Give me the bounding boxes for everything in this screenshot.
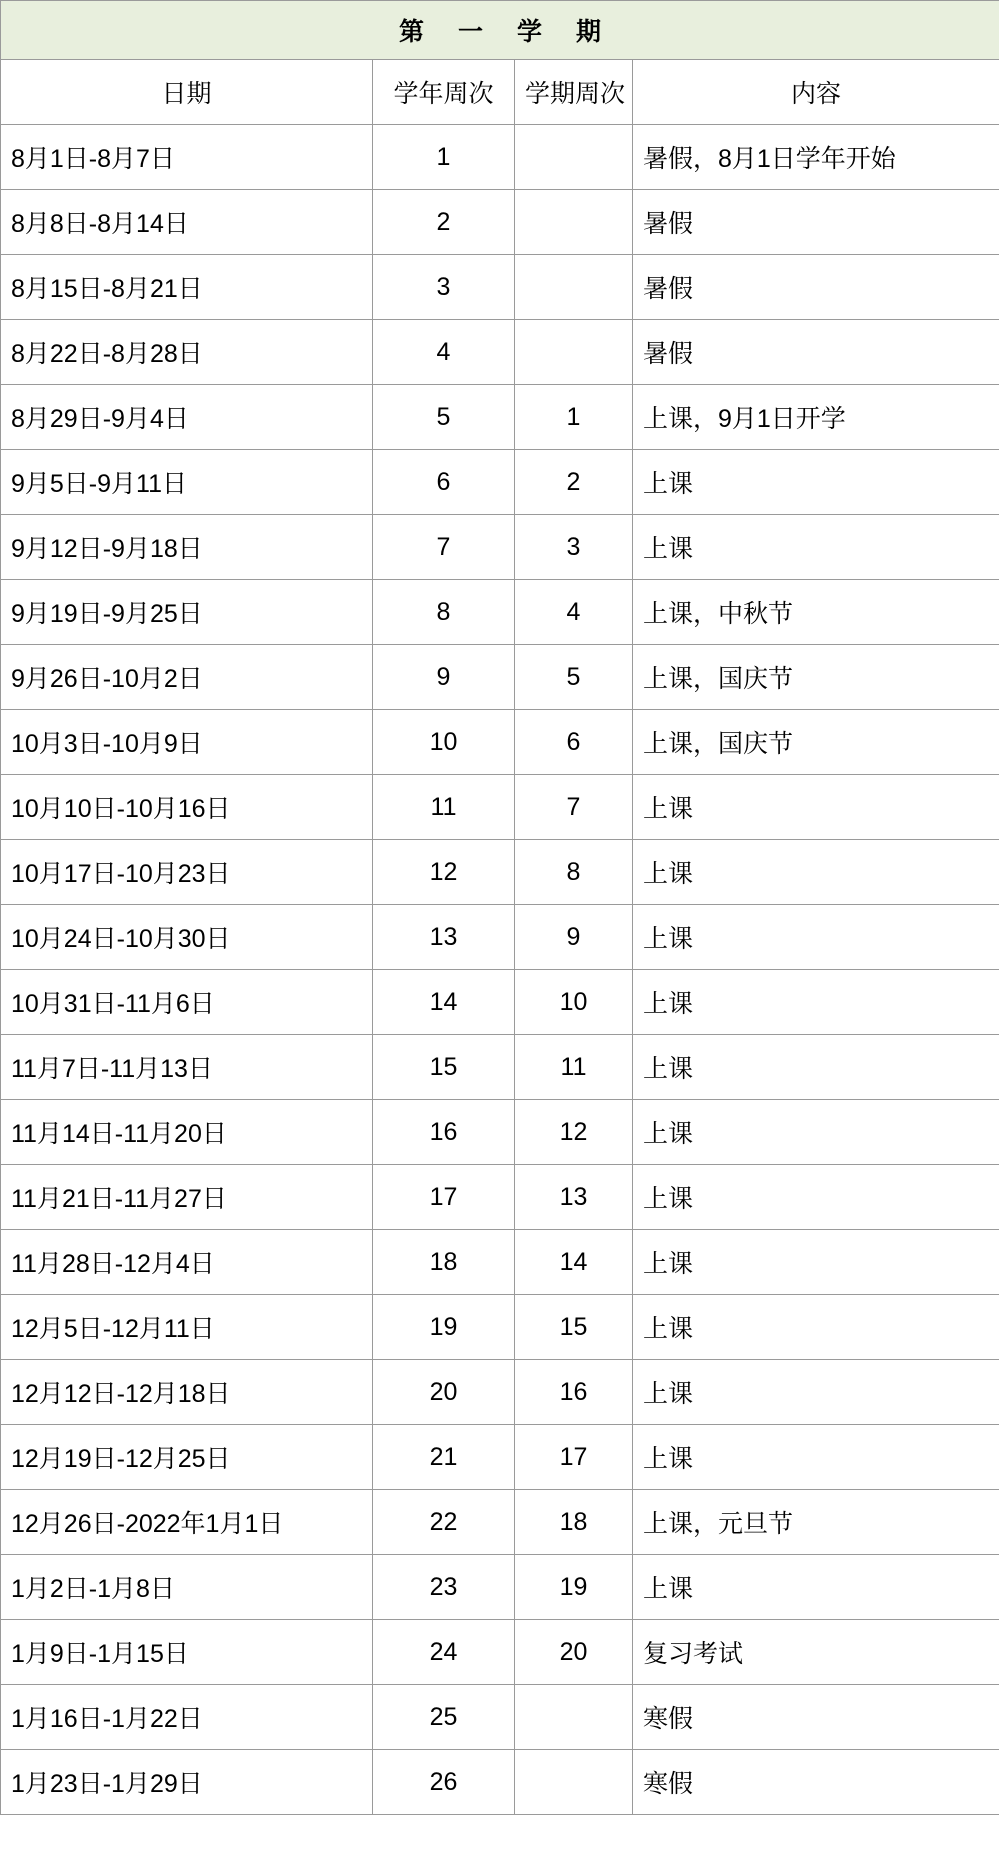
cell-term-week (515, 190, 633, 255)
cell-date: 12月12日-12月18日 (1, 1360, 373, 1425)
column-header-academic-week: 学年周次 (373, 60, 515, 125)
cell-academic-week: 15 (373, 1035, 515, 1100)
table-row (1, 1490, 999, 1555)
cell-content: 上课 (633, 450, 999, 515)
column-header-content: 内容 (633, 60, 999, 125)
cell-academic-week: 1 (373, 125, 515, 190)
table-row (1, 385, 999, 450)
table-row (1, 905, 999, 970)
table-row (1, 1360, 999, 1425)
cell-date: 9月12日-9月18日 (1, 515, 373, 580)
column-header-date: 日期 (1, 60, 373, 125)
cell-content: 暑假 (633, 190, 999, 255)
cell-term-week: 6 (515, 710, 633, 775)
cell-content: 上课，9月1日开学 (633, 385, 999, 450)
table-row (1, 450, 999, 515)
cell-academic-week: 2 (373, 190, 515, 255)
cell-term-week (515, 320, 633, 385)
cell-term-week: 9 (515, 905, 633, 970)
cell-content: 上课，国庆节 (633, 645, 999, 710)
cell-date: 11月14日-11月20日 (1, 1100, 373, 1165)
cell-academic-week: 11 (373, 775, 515, 840)
cell-academic-week: 16 (373, 1100, 515, 1165)
cell-academic-week: 24 (373, 1620, 515, 1685)
cell-date: 10月10日-10月16日 (1, 775, 373, 840)
cell-content: 上课 (633, 905, 999, 970)
cell-content: 上课 (633, 1035, 999, 1100)
cell-date: 10月24日-10月30日 (1, 905, 373, 970)
cell-academic-week: 9 (373, 645, 515, 710)
cell-term-week: 10 (515, 970, 633, 1035)
cell-term-week: 18 (515, 1490, 633, 1555)
table-row (1, 1295, 999, 1360)
table-row (1, 190, 999, 255)
cell-date: 8月8日-8月14日 (1, 190, 373, 255)
cell-date: 9月26日-10月2日 (1, 645, 373, 710)
cell-term-week: 5 (515, 645, 633, 710)
table-row (1, 320, 999, 385)
table-row (1, 645, 999, 710)
cell-content: 上课 (633, 1230, 999, 1295)
cell-term-week: 3 (515, 515, 633, 580)
cell-term-week: 14 (515, 1230, 633, 1295)
cell-academic-week: 19 (373, 1295, 515, 1360)
cell-academic-week: 3 (373, 255, 515, 320)
cell-date: 12月19日-12月25日 (1, 1425, 373, 1490)
cell-content: 上课 (633, 840, 999, 905)
table-row (1, 1165, 999, 1230)
cell-term-week: 19 (515, 1555, 633, 1620)
table-row (1, 1230, 999, 1295)
cell-content: 上课，元旦节 (633, 1490, 999, 1555)
cell-academic-week: 6 (373, 450, 515, 515)
cell-date: 10月17日-10月23日 (1, 840, 373, 905)
cell-term-week: 7 (515, 775, 633, 840)
column-header-term-week: 学期周次 (515, 60, 633, 125)
cell-content: 上课 (633, 515, 999, 580)
cell-academic-week: 22 (373, 1490, 515, 1555)
table-row (1, 515, 999, 580)
cell-content: 暑假 (633, 320, 999, 385)
cell-term-week (515, 1750, 633, 1815)
cell-date: 10月31日-11月6日 (1, 970, 373, 1035)
cell-term-week: 16 (515, 1360, 633, 1425)
cell-content: 上课，中秋节 (633, 580, 999, 645)
cell-academic-week: 18 (373, 1230, 515, 1295)
table-row (1, 1750, 999, 1815)
cell-date: 1月23日-1月29日 (1, 1750, 373, 1815)
cell-term-week: 8 (515, 840, 633, 905)
cell-term-week: 15 (515, 1295, 633, 1360)
cell-term-week: 4 (515, 580, 633, 645)
cell-academic-week: 25 (373, 1685, 515, 1750)
table-row (1, 1425, 999, 1490)
cell-content: 上课 (633, 1360, 999, 1425)
table-row (1, 840, 999, 905)
cell-academic-week: 8 (373, 580, 515, 645)
cell-term-week: 20 (515, 1620, 633, 1685)
cell-content: 上课 (633, 1165, 999, 1230)
cell-academic-week: 4 (373, 320, 515, 385)
cell-date: 10月3日-10月9日 (1, 710, 373, 775)
cell-date: 8月15日-8月21日 (1, 255, 373, 320)
cell-content: 上课 (633, 1425, 999, 1490)
cell-date: 8月29日-9月4日 (1, 385, 373, 450)
table-row (1, 970, 999, 1035)
page-title: 第一学期 (1, 1, 999, 60)
table-row (1, 1100, 999, 1165)
table-row (1, 775, 999, 840)
table-row (1, 1555, 999, 1620)
cell-term-week: 11 (515, 1035, 633, 1100)
cell-date: 1月16日-1月22日 (1, 1685, 373, 1750)
cell-term-week: 13 (515, 1165, 633, 1230)
cell-date: 11月7日-11月13日 (1, 1035, 373, 1100)
cell-content: 复习考试 (633, 1620, 999, 1685)
cell-academic-week: 5 (373, 385, 515, 450)
cell-term-week (515, 255, 633, 320)
cell-term-week: 17 (515, 1425, 633, 1490)
cell-term-week (515, 1685, 633, 1750)
cell-content: 上课 (633, 1555, 999, 1620)
cell-content: 上课 (633, 970, 999, 1035)
cell-term-week: 1 (515, 385, 633, 450)
cell-academic-week: 17 (373, 1165, 515, 1230)
table-row (1, 1620, 999, 1685)
cell-term-week: 12 (515, 1100, 633, 1165)
cell-academic-week: 7 (373, 515, 515, 580)
table-row (1, 1035, 999, 1100)
cell-academic-week: 10 (373, 710, 515, 775)
cell-content: 暑假 (633, 255, 999, 320)
cell-content: 上课 (633, 1100, 999, 1165)
cell-content: 寒假 (633, 1750, 999, 1815)
table-row (1, 255, 999, 320)
cell-term-week: 2 (515, 450, 633, 515)
cell-date: 8月1日-8月7日 (1, 125, 373, 190)
cell-date: 12月26日-2022年1月1日 (1, 1490, 373, 1555)
cell-content: 上课，国庆节 (633, 710, 999, 775)
cell-content: 上课 (633, 1295, 999, 1360)
cell-content: 寒假 (633, 1685, 999, 1750)
cell-date: 1月2日-1月8日 (1, 1555, 373, 1620)
cell-date: 1月9日-1月15日 (1, 1620, 373, 1685)
cell-content: 上课 (633, 775, 999, 840)
table-body (1, 1, 999, 1815)
cell-date: 12月5日-12月11日 (1, 1295, 373, 1360)
cell-date: 9月19日-9月25日 (1, 580, 373, 645)
cell-academic-week: 13 (373, 905, 515, 970)
cell-date: 11月21日-11月27日 (1, 1165, 373, 1230)
cell-term-week (515, 125, 633, 190)
table-row (1, 1685, 999, 1750)
header-row (1, 60, 999, 125)
cell-academic-week: 26 (373, 1750, 515, 1815)
cell-date: 8月22日-8月28日 (1, 320, 373, 385)
cell-academic-week: 21 (373, 1425, 515, 1490)
cell-academic-week: 14 (373, 970, 515, 1035)
table-row (1, 710, 999, 775)
table-row (1, 580, 999, 645)
cell-academic-week: 23 (373, 1555, 515, 1620)
title-row (1, 1, 999, 60)
cell-date: 11月28日-12月4日 (1, 1230, 373, 1295)
table-row (1, 125, 999, 190)
cell-date: 9月5日-9月11日 (1, 450, 373, 515)
cell-academic-week: 20 (373, 1360, 515, 1425)
cell-academic-week: 12 (373, 840, 515, 905)
cell-content: 暑假，8月1日学年开始 (633, 125, 999, 190)
